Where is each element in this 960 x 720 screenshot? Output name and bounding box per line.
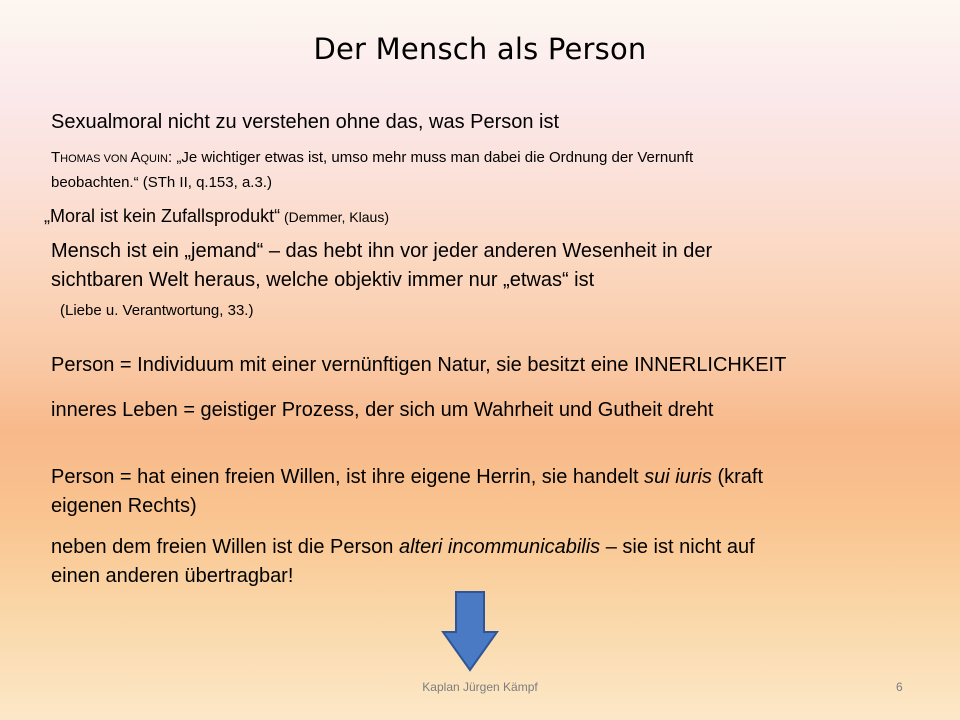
jemand-line1: Mensch ist ein „jemand“ – das hebt ihn vor jeder anderen Wesenheit in der <box>51 240 713 262</box>
incommunicabilis-tail: – sie ist nicht auf <box>600 536 755 558</box>
incommunicabilis-line2: einen anderen übertragbar! <box>51 565 294 587</box>
incommunicabilis-paragraph <box>51 533 755 591</box>
author-name-part2: QUIN <box>140 153 168 165</box>
free-will-italic: sui iuris <box>644 466 712 488</box>
quote-text-line1: : „Je wichtiger etwas ist, umso mehr muss man dabei die Ordnung der Vernunft <box>167 149 694 166</box>
free-will-tail: (kraft <box>711 466 764 488</box>
moral-quote: „Moral ist kein Zufallsprodukt“ <box>44 206 281 226</box>
aquinas-quote-line1 <box>51 146 693 171</box>
free-will-line1 <box>51 463 763 492</box>
author-name-part1: HOMAS VON <box>60 153 131 165</box>
moral-line <box>44 203 389 230</box>
incommunicabilis-text: neben dem freien Willen ist die Person <box>51 536 399 558</box>
person-definition: Person = Individuum mit einer vernünftigen Natur, sie besitzt eine INNERLICHKEIT <box>51 354 787 376</box>
slide-title: Der Mensch als Person <box>313 32 647 66</box>
jemand-source: (Liebe u. Verantwortung, 33.) <box>60 302 254 319</box>
aquinas-quote <box>51 146 693 194</box>
down-arrow-icon <box>440 590 500 674</box>
jemand-line2: sichtbaren Welt heraus, welche objektiv immer nur „etwas“ ist <box>51 269 595 291</box>
author-initial-t: T <box>51 149 61 166</box>
inner-life-line: inneres Leben = geistiger Prozess, der sich um Wahrheit und Gutheit dreht <box>51 399 714 421</box>
aquinas-quote-line2: beobachten.“ (STh II, q.153, a.3.) <box>51 174 272 191</box>
author-initial-a: A <box>130 149 141 166</box>
footer-author: Kaplan Jürgen Kämpf <box>422 680 538 694</box>
free-will-line2: eigenen Rechts) <box>51 495 197 517</box>
intro-line: Sexualmoral nicht zu verstehen ohne das, was Person ist <box>51 111 560 133</box>
free-will-text: Person = hat einen freien Willen, ist ihre eigene Herrin, sie handelt <box>51 466 645 488</box>
page-number: 6 <box>896 680 903 694</box>
jemand-paragraph <box>51 237 712 295</box>
free-will-paragraph <box>51 463 763 521</box>
incommunicabilis-italic: alteri incommunicabilis <box>398 536 601 558</box>
moral-source: (Demmer, Klaus) <box>280 209 389 225</box>
incommunicabilis-line1 <box>51 533 755 562</box>
